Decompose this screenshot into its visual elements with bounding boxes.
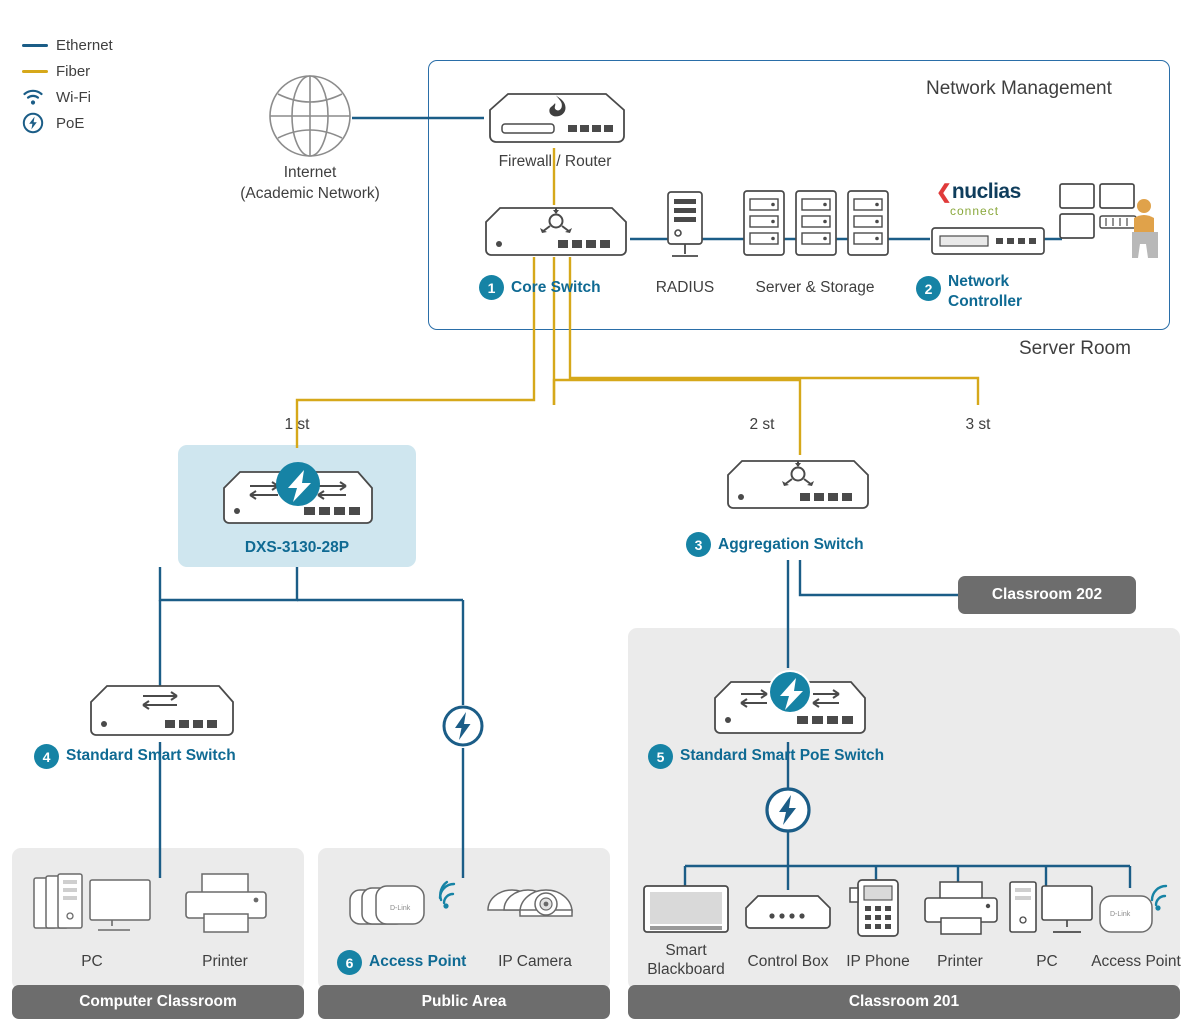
server-room-title: Server Room: [1019, 338, 1131, 359]
standard-smart-poe-switch-label: Standard Smart PoE Switch: [680, 747, 885, 764]
legend-item-fiber: [22, 58, 212, 84]
public-area-tab: [318, 985, 610, 1019]
legend-label: Fiber: [56, 62, 91, 80]
smart-blackboard-label-line2: Blackboard: [647, 961, 725, 978]
standard-smart-switch-icon: [85, 672, 237, 742]
fiber-line-icon: [22, 70, 56, 73]
floor-label-1: 1 st: [284, 416, 310, 433]
core-switch-icon: [480, 202, 632, 260]
radius-label: RADIUS: [655, 279, 715, 296]
pc-201-icon: [1008, 878, 1094, 940]
legend-label: PoE: [56, 114, 85, 132]
control-box-label: Control Box: [747, 953, 829, 970]
pc-computer-classroom-label: PC: [81, 953, 103, 970]
computer-classroom-tab: [12, 985, 304, 1019]
printer-201-icon: [920, 880, 1002, 938]
svg-text:D-Link: D-Link: [390, 905, 411, 912]
firewall-router-label: Firewall / Router: [498, 153, 612, 170]
legend-label: Wi-Fi: [56, 88, 91, 106]
dxs-label: DXS-3130-28P: [244, 539, 350, 556]
legend-item-wifi: [22, 84, 212, 110]
printer-icon: [180, 872, 272, 936]
access-point-public-label: Access Point: [369, 953, 467, 970]
nuclias-chevron-icon: ❮: [936, 182, 952, 203]
ip-camera-icon: [484, 876, 588, 938]
internet-label-line1: Internet: [283, 164, 337, 181]
access-point-201-label: Access Point: [1091, 953, 1181, 970]
classroom-201-tab: [628, 985, 1180, 1019]
classroom-201-label: Classroom 201: [848, 993, 960, 1010]
nuclias-subtitle: connect: [950, 204, 1000, 218]
floor-label-2: 2 st: [749, 416, 775, 433]
ip-phone-icon: [848, 878, 908, 940]
badge-aggregation-switch: 3: [686, 532, 711, 557]
badge-network-controller: 2: [916, 276, 941, 301]
badge-standard-smart-switch: 4: [34, 744, 59, 769]
classroom-202-tab: [958, 576, 1136, 614]
smart-blackboard-icon: [642, 884, 730, 938]
badge-core-switch: 1: [479, 275, 504, 300]
poe-icon: [22, 112, 56, 134]
ip-camera-label: IP Camera: [498, 953, 572, 970]
internet-label-line2: (Academic Network): [240, 185, 380, 202]
radius-server-icon: [662, 190, 708, 262]
printer-computer-classroom-label: Printer: [202, 953, 248, 970]
network-controller-icon: [930, 224, 1046, 260]
pc-stack-icon: [32, 870, 154, 938]
floor-label-3: 3 st: [965, 416, 991, 433]
firewall-router-icon: [480, 88, 630, 150]
legend: [22, 32, 212, 136]
control-box-icon: [742, 890, 834, 934]
nuclias-logo: [936, 180, 1021, 218]
nuclias-wordmark: nuclias: [951, 180, 1021, 203]
ethernet-line-icon: [22, 44, 56, 47]
badge-standard-smart-poe-switch: 5: [648, 744, 673, 769]
core-switch-label: Core Switch: [511, 279, 601, 296]
internet-globe-icon: [268, 74, 352, 158]
legend-item-ethernet: [22, 32, 212, 58]
public-area-label: Public Area: [421, 993, 507, 1010]
computer-classroom-label: Computer Classroom: [79, 993, 237, 1010]
standard-smart-switch-label: Standard Smart Switch: [66, 747, 236, 764]
wifi-icon: [22, 88, 56, 106]
admin-workstation-icon: [1056, 182, 1160, 266]
aggregation-switch-icon: [722, 455, 874, 513]
svg-text:D-Link: D-Link: [1110, 911, 1131, 918]
network-controller-label-line1: Network: [948, 273, 1010, 290]
smart-blackboard-label-line1: Smart: [665, 942, 707, 959]
standard-smart-poe-switch-icon: [705, 662, 871, 744]
classroom-202-label: Classroom 202: [991, 586, 1103, 603]
pc-201-label: PC: [1036, 953, 1058, 970]
legend-item-poe: [22, 110, 212, 136]
dxs-switch-icon: [218, 462, 378, 530]
badge-access-point: 6: [337, 950, 362, 975]
access-point-stack-icon: [348, 876, 466, 938]
server-storage-icon: [740, 188, 892, 262]
network-management-title: Network Management: [926, 78, 1112, 99]
printer-201-label: Printer: [937, 953, 983, 970]
access-point-201-icon: [1094, 884, 1174, 940]
poe-icon-classroom-201: [764, 786, 812, 834]
network-controller-label-line2: Controller: [948, 293, 1023, 310]
aggregation-switch-label: Aggregation Switch: [718, 536, 864, 553]
server-storage-label: Server & Storage: [755, 279, 875, 296]
legend-label: Ethernet: [56, 36, 113, 54]
poe-icon-public-area: [441, 704, 485, 748]
ip-phone-label: IP Phone: [846, 953, 910, 970]
